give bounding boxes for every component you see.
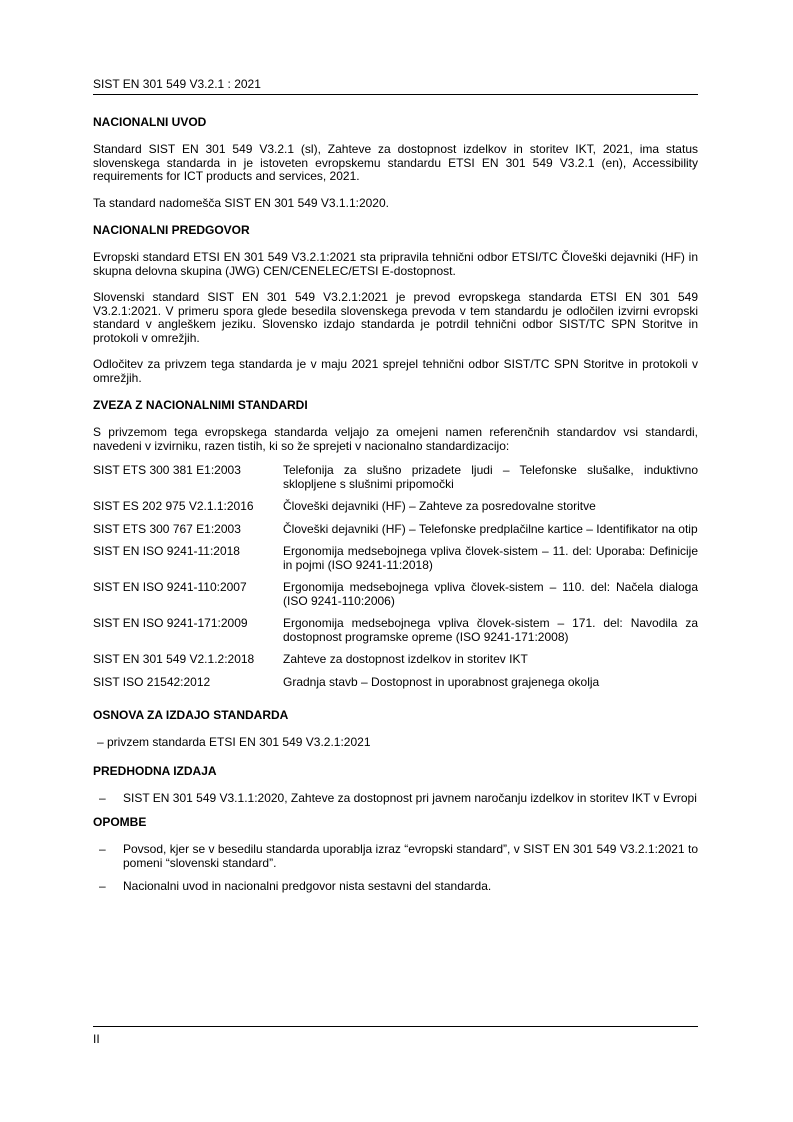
standard-code: SIST ETS 300 767 E1:2003 <box>93 521 241 536</box>
table-row <box>93 617 698 653</box>
paragraph: Evropski standard ETSI EN 301 549 V3.2.1:2021 sta pripravila tehnični odbor ETSI/TC Človeški dejavniki (HF) in skupna delovna skupina (JWG) CEN/CENELEC/ETSI E-dostopnost. <box>93 250 698 278</box>
list-item <box>93 843 698 870</box>
table-row <box>93 545 698 581</box>
standard-title: Ergonomija medsebojnega vpliva človek-sistem – 110. del: Načela dialoga (ISO 9241-110:2006) <box>283 580 698 608</box>
standard-code: SIST ISO 21542:2012 <box>93 674 211 689</box>
previous-edition-list <box>93 792 698 806</box>
list-item-text: SIST EN 301 549 V3.1.1:2020, Zahteve za dostopnost pri javnem naročanju izdelkov in storitev IKT v Evropi <box>123 790 697 805</box>
dash-bullet: – <box>99 790 106 805</box>
section-heading-osnova: OSNOVA ZA IZDAJO STANDARDA <box>93 708 289 722</box>
dash-bullet: – <box>99 879 106 893</box>
list-item-text: Povsod, kjer se v besedilu standarda uporablja izraz “evropski standard”, v SIST EN 301 549 V3.2.1:2021 to pomeni “slovenski standard”. <box>123 842 698 870</box>
table-row <box>93 653 698 676</box>
table-row <box>93 676 698 699</box>
standard-code: SIST ES 202 975 V2.1.1:2016 <box>93 499 254 513</box>
standard-title: Človeški dejavniki (HF) – Telefonske predplačilne kartice – Identifikator na otip <box>283 521 698 536</box>
table-row <box>93 500 698 523</box>
running-header: SIST EN 301 549 V3.2.1 : 2021 <box>93 77 261 91</box>
page-content <box>93 115 698 904</box>
standard-code: SIST EN 301 549 V2.1.2:2018 <box>93 652 255 666</box>
list-item <box>93 792 698 806</box>
table-row <box>93 523 698 546</box>
list-item <box>93 880 698 894</box>
standard-title: Ergonomija medsebojnega vpliva človek-sistem – 11. del: Uporaba: Definicije in pojmi (ISO 9241-11:2018) <box>283 544 698 572</box>
standard-title: Telefonija za slušno prizadete ljudi – Telefonske slušalke, induktivno sklopljene s slušnimi pripomočki <box>283 463 698 491</box>
paragraph: Standard SIST EN 301 549 V3.2.1 (sl), Zahteve za dostopnost izdelkov in storitev IKT, 2021, ima status slovenskega standarda in je istoveten evropskemu standardu ETSI EN 301 549 V3.2.1 (en), Accessibility requirements for ICT products and services, 2021. <box>93 142 698 183</box>
paragraph: Slovenski standard SIST EN 301 549 V3.2.1:2021 je prevod evropskega standarda ETSI EN 301 549 V3.2.1:2021. V primeru spora glede besedila slovenskega prevoda v tem standardu je odločilen izvirni evropski standard v angleškem jeziku. Slovensko izdajo standarda je potrdil tehnični odbor SIST/TC SPN Storitve in protokoli v omrežjih. <box>93 290 698 345</box>
footer-divider <box>93 1026 698 1027</box>
standard-title: Gradnja stavb – Dostopnost in uporabnost grajenega okolja <box>283 674 600 689</box>
table-row <box>93 581 698 617</box>
list-item-text: Nacionalni uvod in nacionalni predgovor nista sestavni del standarda. <box>123 879 492 893</box>
standard-code: SIST EN ISO 9241-11:2018 <box>93 544 240 558</box>
standard-code: SIST EN ISO 9241-171:2009 <box>93 616 248 630</box>
section-heading-nacionalni-predgovor: NACIONALNI PREDGOVOR <box>93 223 250 237</box>
header-divider <box>93 94 698 95</box>
standard-code: SIST EN ISO 9241-110:2007 <box>93 580 247 594</box>
standard-title: Človeški dejavniki (HF) – Zahteve za posredovalne storitve <box>283 499 596 513</box>
list-item: – privzem standarda ETSI EN 301 549 V3.2.1:2021 <box>97 735 371 749</box>
section-heading-nacionalni-uvod: NACIONALNI UVOD <box>93 115 207 129</box>
standard-code: SIST ETS 300 381 E1:2003 <box>93 463 241 477</box>
reference-standards-table <box>93 464 698 698</box>
notes-list <box>93 843 698 894</box>
paragraph: Odločitev za privzem tega standarda je v maju 2021 sprejel tehnični odbor SIST/TC SPN Storitve in protokoli v omrežjih. <box>93 357 698 385</box>
paragraph: Ta standard nadomešča SIST EN 301 549 V3.1.1:2020. <box>93 195 389 210</box>
table-row <box>93 464 698 500</box>
standard-title: Ergonomija medsebojnega vpliva človek-sistem – 171. del: Navodila za dostopnost programske opreme (ISO 9241-171:2008) <box>283 616 698 644</box>
page-number: II <box>93 1032 100 1046</box>
section-heading-opombe: OPOMBE <box>93 815 147 829</box>
dash-bullet: – <box>99 842 106 856</box>
section-heading-predhodna-izdaja: PREDHODNA IZDAJA <box>93 763 217 778</box>
section-heading-zveza: ZVEZA Z NACIONALNIMI STANDARDI <box>93 398 308 412</box>
standard-title: Zahteve za dostopnost izdelkov in storitev IKT <box>283 652 528 666</box>
paragraph: S privzemom tega evropskega standarda veljajo za omejeni namen referenčnih standardov vsi standardi, navedeni v izvirniku, razen tistih, ki so že sprejeti v nacionalno standardizacijo: <box>93 425 698 453</box>
